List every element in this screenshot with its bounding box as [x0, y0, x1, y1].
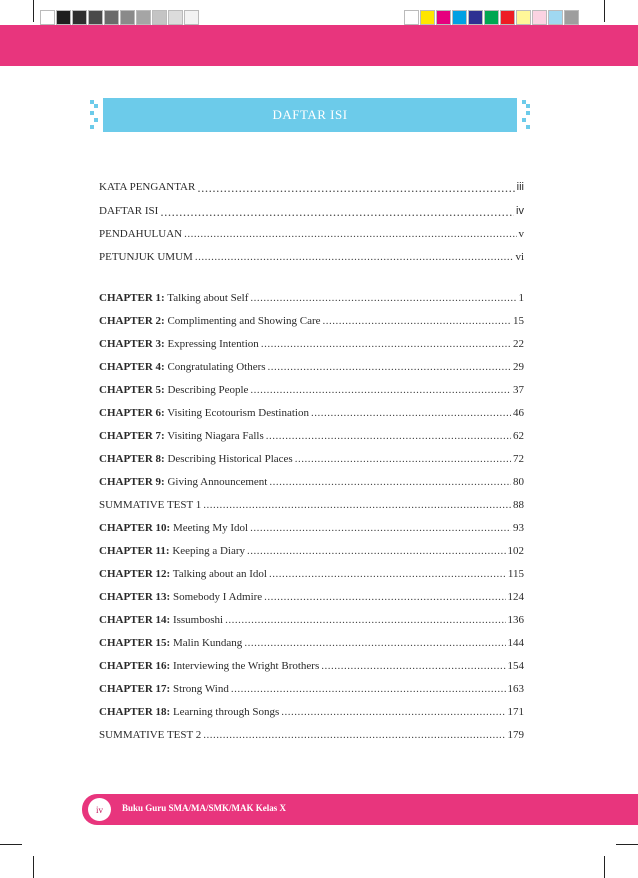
toc-entry-title	[99, 729, 201, 742]
dot-leader	[250, 522, 511, 535]
toc-entry-label: Keeping a Diary	[169, 545, 246, 557]
dot-leader	[295, 453, 511, 466]
toc-entry-title	[99, 453, 293, 466]
crop-mark	[604, 0, 605, 22]
color-swatch	[120, 10, 135, 25]
toc-entry-label: Congratulating Others	[164, 361, 266, 373]
dot-leader	[321, 660, 505, 673]
toc-entry[interactable]	[99, 588, 524, 604]
toc-entry-title	[99, 228, 182, 241]
chapter-number: CHAPTER 15:	[99, 637, 171, 649]
toc-page-number: 124	[507, 591, 524, 603]
toc-entry[interactable]	[99, 427, 524, 443]
dot-leader	[311, 407, 511, 420]
chapter-number: CHAPTER 8:	[99, 453, 165, 465]
color-swatch	[404, 10, 419, 25]
toc-entry-title	[99, 499, 201, 512]
toc-entry-title	[99, 568, 267, 581]
decor-dot	[526, 125, 530, 129]
color-swatch	[104, 10, 119, 25]
toc-entry-title	[99, 205, 158, 218]
color-swatch	[500, 10, 515, 25]
chapter-number: CHAPTER 9:	[99, 476, 165, 488]
toc-entry[interactable]	[99, 404, 524, 420]
color-swatch	[532, 10, 547, 25]
toc-entry-label: Visiting Niagara Falls	[164, 430, 264, 442]
toc-entry-title	[99, 338, 259, 351]
toc-entry-label: Issumboshi	[170, 614, 224, 626]
crop-mark	[33, 0, 34, 22]
toc-page-number: 88	[513, 499, 524, 511]
decor-dot	[90, 125, 94, 129]
toc-page-number: 154	[507, 660, 524, 672]
toc-entry-title	[99, 660, 319, 673]
toc-entry-title	[99, 614, 223, 627]
chapter-number: CHAPTER 17:	[99, 683, 171, 695]
toc-entry[interactable]	[99, 450, 524, 466]
title-banner	[90, 98, 530, 132]
dot-leader	[281, 706, 505, 719]
color-swatch	[72, 10, 87, 25]
toc-entry[interactable]	[99, 312, 524, 328]
toc-entry-label: Giving Announcement	[164, 476, 268, 488]
process-color-bar	[404, 10, 580, 25]
toc-entry[interactable]	[99, 726, 524, 742]
toc-entry-label: Somebody I Admire	[170, 591, 263, 603]
color-swatch	[436, 10, 451, 25]
toc-entry[interactable]	[99, 381, 524, 397]
toc-entry-title	[99, 545, 245, 558]
toc-entry-title	[99, 591, 262, 604]
toc-entry-label: Describing Historical Places	[164, 453, 293, 465]
header-band	[0, 25, 638, 66]
toc-entry[interactable]	[99, 519, 524, 535]
toc-entry[interactable]	[99, 358, 524, 374]
chapter-number: CHAPTER 12:	[99, 568, 171, 580]
toc-page-number: 115	[507, 568, 524, 580]
toc-entry[interactable]	[99, 178, 524, 194]
chapter-number: CHAPTER 16:	[99, 660, 171, 672]
toc-entry[interactable]	[99, 657, 524, 673]
color-swatch	[468, 10, 483, 25]
toc-entry-label: Talking about Self	[164, 292, 249, 304]
color-swatch	[136, 10, 151, 25]
toc-entry-title	[99, 407, 309, 420]
toc-entry-label: Malin Kundang	[170, 637, 243, 649]
toc-entry[interactable]	[99, 611, 524, 627]
color-swatch	[184, 10, 199, 25]
dot-leader	[323, 315, 511, 328]
dot-leader	[261, 338, 511, 351]
dot-leader	[160, 205, 514, 218]
toc-entry-label: SUMMATIVE TEST 1	[99, 499, 202, 511]
dot-leader	[203, 499, 511, 512]
toc-entry-title	[99, 384, 248, 397]
toc-page-number: 62	[513, 430, 524, 442]
toc-entry-title	[99, 361, 266, 374]
decor-dot	[526, 111, 530, 115]
color-swatch	[168, 10, 183, 25]
chapter-number: CHAPTER 7:	[99, 430, 165, 442]
chapter-number: CHAPTER 1:	[99, 292, 165, 304]
toc-entry-title	[99, 315, 321, 328]
toc-page-number: 15	[513, 315, 524, 327]
toc-entry-label: Visiting Ecotourism Destination	[164, 407, 309, 419]
toc-entry-title	[99, 181, 195, 194]
toc-entry-label: Interviewing the Wright Brothers	[170, 660, 320, 672]
toc-page-number: 163	[507, 683, 524, 695]
toc-entry-label: Meeting My Idol	[170, 522, 249, 534]
toc-page-number: 136	[507, 614, 524, 626]
toc-entry-label: PETUNJUK UMUM	[99, 251, 193, 263]
color-swatch	[516, 10, 531, 25]
toc-entry-label: Strong Wind	[170, 683, 229, 695]
chapter-number: CHAPTER 13:	[99, 591, 171, 603]
color-swatch	[56, 10, 71, 25]
decor-dot	[90, 111, 94, 115]
toc-page-number: iii	[516, 181, 524, 193]
toc-entry[interactable]	[99, 634, 524, 650]
toc-entry-title	[99, 292, 248, 305]
decor-dot	[94, 118, 98, 122]
color-swatch	[484, 10, 499, 25]
toc-entry[interactable]	[99, 225, 524, 241]
toc-entry-title	[99, 522, 248, 535]
dot-leader	[247, 545, 505, 558]
chapter-number: CHAPTER 18:	[99, 706, 171, 718]
dot-leader	[197, 181, 514, 194]
chapter-number: CHAPTER 14:	[99, 614, 171, 626]
chapter-number: CHAPTER 10:	[99, 522, 171, 534]
color-swatch	[564, 10, 579, 25]
gray-color-bar	[40, 10, 200, 25]
toc-page-number: 29	[513, 361, 524, 373]
page-title: DAFTAR ISI	[103, 98, 517, 132]
toc-entry-label: SUMMATIVE TEST 2	[99, 729, 202, 741]
toc-page-number: 22	[513, 338, 524, 350]
crop-mark	[33, 856, 34, 878]
color-swatch	[452, 10, 467, 25]
toc-entry-label: PENDAHULUAN	[99, 228, 183, 240]
toc-entry-label: Expressing Intention	[164, 338, 259, 350]
dot-leader	[269, 476, 511, 489]
toc-entry[interactable]	[99, 565, 524, 581]
toc-page-number: 171	[507, 706, 524, 718]
toc-entry-title	[99, 683, 229, 696]
chapter-number: CHAPTER 3:	[99, 338, 165, 350]
toc-page-number: 179	[507, 729, 524, 741]
dot-leader	[250, 292, 516, 305]
toc-page-number: vi	[515, 251, 524, 263]
toc-entry-title	[99, 637, 242, 650]
toc-entry[interactable]	[99, 248, 524, 264]
chapter-number: CHAPTER 4:	[99, 361, 165, 373]
toc-page-number: 144	[507, 637, 524, 649]
toc-page-number: 72	[513, 453, 524, 465]
color-swatch	[420, 10, 435, 25]
toc-entry[interactable]	[99, 496, 524, 512]
chapter-number: CHAPTER 5:	[99, 384, 165, 396]
color-swatch	[88, 10, 103, 25]
crop-mark	[0, 844, 22, 845]
page-number: iv	[88, 798, 111, 821]
chapter-number: CHAPTER 2:	[99, 315, 165, 327]
crop-mark	[616, 844, 638, 845]
crop-mark	[604, 856, 605, 878]
toc-entry-label: KATA PENGANTAR	[99, 181, 196, 193]
dot-leader	[264, 591, 505, 604]
toc-entry-label: Talking about an Idol	[170, 568, 267, 580]
dot-leader	[269, 568, 506, 581]
dot-leader	[266, 430, 511, 443]
toc-entry[interactable]	[99, 542, 524, 558]
book-title: Buku Guru SMA/MA/SMK/MAK Kelas X	[122, 803, 287, 813]
color-swatch	[40, 10, 55, 25]
toc-entry-title	[99, 476, 267, 489]
dot-leader	[250, 384, 511, 397]
dot-leader	[203, 729, 505, 742]
toc-page-number: 80	[513, 476, 524, 488]
toc-entry[interactable]	[99, 289, 524, 305]
toc-entry[interactable]	[99, 703, 524, 719]
decor-dot	[526, 104, 530, 108]
toc-page-number: iv	[516, 205, 524, 217]
toc-page-number: 93	[513, 522, 524, 534]
chapter-number: CHAPTER 6:	[99, 407, 165, 419]
dot-leader	[195, 251, 514, 264]
color-swatch	[152, 10, 167, 25]
toc-entry[interactable]	[99, 473, 524, 489]
decor-dot	[522, 118, 526, 122]
toc-entry-label: Complimenting and Showing Care	[164, 315, 321, 327]
dot-leader	[184, 228, 516, 241]
toc-page-number: 37	[513, 384, 524, 396]
toc-entry-label: DAFTAR ISI	[99, 205, 159, 217]
dot-leader	[244, 637, 505, 650]
toc-entry-title	[99, 430, 264, 443]
toc-entry-label: Describing People	[164, 384, 249, 396]
dot-leader	[231, 683, 506, 696]
dot-leader	[225, 614, 505, 627]
toc-entry[interactable]	[99, 202, 524, 218]
toc-entry[interactable]	[99, 335, 524, 351]
toc-entry-label: Learning through Songs	[170, 706, 280, 718]
toc-page-number: 46	[513, 407, 524, 419]
toc-entry-title	[99, 251, 193, 264]
decor-dot	[94, 104, 98, 108]
dot-leader	[268, 361, 511, 374]
toc-entry[interactable]	[99, 680, 524, 696]
chapter-number: CHAPTER 11:	[99, 545, 170, 557]
toc-page-number: 102	[507, 545, 524, 557]
toc-page-number: v	[518, 228, 524, 240]
toc-entry-title	[99, 706, 279, 719]
color-swatch	[548, 10, 563, 25]
toc-page-number: 1	[518, 292, 524, 304]
